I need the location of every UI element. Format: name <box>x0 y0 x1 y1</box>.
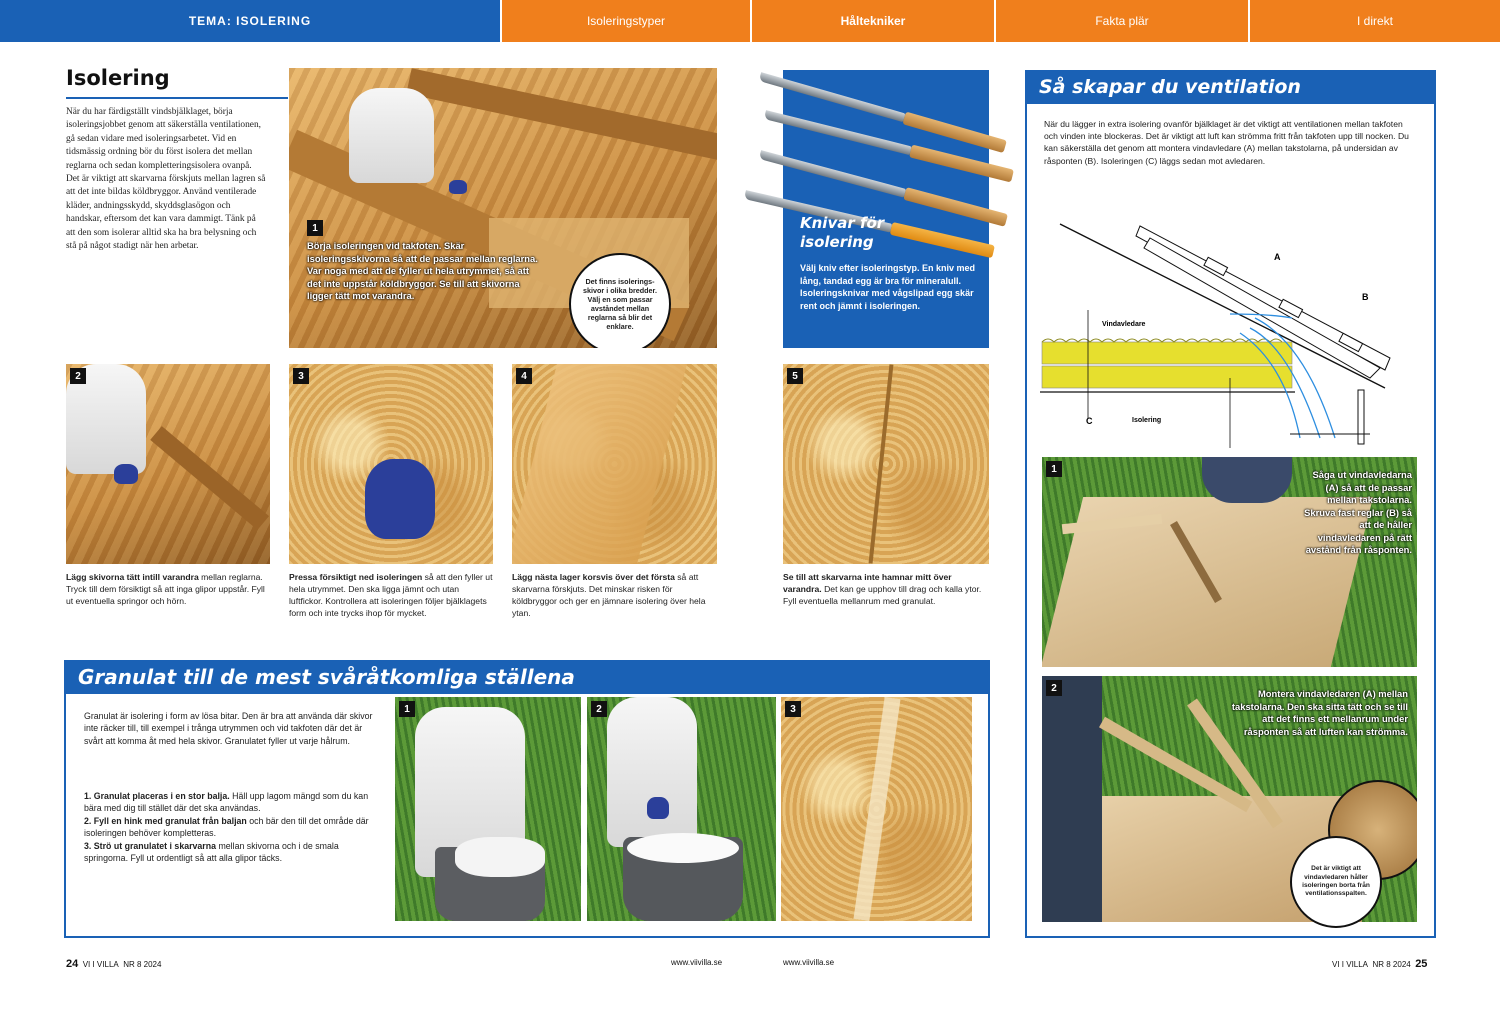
list-item: 1. Granulat placeras i en stor balja. Häll upp lagom mängd som du kan bära med dig till stället där det ska användas. <box>84 791 369 814</box>
knife-icon <box>744 188 747 201</box>
insulation-layer <box>1042 339 1292 388</box>
step-4-caption: Lägg nästa lager korsvis över det första så att skarvarna förskjuts. Det minskar risken för köldbryggor och ger en jämnare isolering över hela ytan. <box>512 572 706 618</box>
step-2-caption: Lägg skivorna tätt intill varandra mellan reglarna. Tryck till dem försiktigt så att inga glipor uppstår. Fyll ut eventuella springor och hörn. <box>66 572 265 606</box>
footer-left: 24 VI I VILLA NR 8 2024 <box>66 958 162 970</box>
list-item: 2. Fyll en hink med granulat från baljan och bär den till det område där isoleringen behöver kompletteras. <box>84 815 369 839</box>
step-number: 1 <box>307 220 323 236</box>
knives-text: Välj kniv efter isoleringstyp. En kniv med lång, tandad egg är bra för mineralull. Isoleringsknivar med vågslipad egg skär rent och jämnt i isoleringen. <box>800 263 976 311</box>
tab-haltekniker[interactable]: Håltekniker <box>750 0 994 42</box>
photo-ventilation-1 <box>1042 457 1417 667</box>
granulat-banner: Granulat till de mest svåråtkomliga ställena <box>64 660 990 694</box>
photo1-caption: Börja isoleringen vid takfoten. Skär isoleringsskivorna så att de passar mellan reglarna. Var noga med att de fyller ut hela utrymmet, så att det inte uppstår köldbryggor. Se till att skivorna ligger tätt mot varandra. <box>307 240 538 301</box>
footer-url-right: www.viivilla.se <box>783 958 835 967</box>
granulat-list <box>84 790 374 864</box>
intro-text: När du har färdigställt vindsbjälklaget, börja isoleringsjobbet genom att säkerställa ventilationen, gå sedan vidare med isoleringsarbetet. Vid en tidsmässig ordning bör du först isolera det mellan reglarna och sedan kompletteringsisolera ovanpå. Det är viktigt att skarvarna förskjuts mellan lagren så att det inte bildas köldbryggor. Använd ventilerade kläder, andningsskydd, skyddsglasögon och handskar, eftersom det kan vara dammigt. Tänk på att den som isolerar alltid ska ha bra belysning och stå på något stadigt när hen arbetar. <box>66 107 266 252</box>
tab-direkt[interactable]: I direkt <box>1248 0 1500 42</box>
tab-isoleringstyper[interactable]: Isoleringstyper <box>502 0 750 42</box>
step-number: 3 <box>293 368 309 384</box>
knife-icon <box>758 70 762 82</box>
top-navigation <box>0 0 1500 42</box>
knife-icon <box>758 148 761 161</box>
ventilation-banner: Så skapar du ventilation <box>1025 70 1436 104</box>
step-3-caption: Pressa försiktigt ned isoleringen så att den fyller ut hela utrymmet. Den ska ligga jämnt och utan luftfickor. Kontrollera att isoleringen följer bjälklagets form och inte trycks ihop för mycket. <box>289 572 493 618</box>
photo-step-2 <box>66 364 270 564</box>
ventilation-intro: När du lägger in extra isolering ovanför bjälklaget är det viktigt att ventilationen mellan takfoten och vinden inte blockeras. Det är viktigt att luft kan strömma fritt från takfoten upp till nocken. Du kan säkerställa det genom att montera vindavledare (A) mellan takstolarna, på undersidan av råsponten (B). Isoleringen (C) läggs sedan mot avledaren. <box>1044 119 1409 166</box>
diagram-label-vindavledare: Vindavledare <box>1102 321 1146 328</box>
photo-granulat-1 <box>395 697 581 921</box>
step-number: 1 <box>1046 461 1062 477</box>
tab-fakta[interactable]: Fakta plär <box>994 0 1248 42</box>
step-number: 5 <box>787 368 803 384</box>
knife-icon <box>763 108 766 121</box>
diagram-label-b: B <box>1362 292 1369 302</box>
step-number: 3 <box>785 701 801 717</box>
photo-ventilation-2-caption: Montera vindavledaren (A) mellan takstolarna. Den ska sitta tätt och se till att det finns ett mellanrum under råsponten så att luften kan strömma. <box>1231 688 1408 737</box>
tip-bubble: Det finns isoleringsskivor i olika bredder. Välj en som passar avståndet mellan reglarna så blir det enklare. <box>569 253 671 348</box>
step-5-caption: Se till att skarvarna inte hamnar mitt över varandra. Det kan ge upphov till drag och kalla ytor. Fyll eventuella mellanrum med granulat. <box>783 572 982 606</box>
list-item: 3. Strö ut granulatet i skarvarna mellan skivorna och i de smala springorna. Fyll ut ordentligt så att alla glipor täcks. <box>84 840 339 864</box>
step-number: 2 <box>591 701 607 717</box>
photo-step-3 <box>289 364 493 564</box>
ventilation-diagram <box>1040 218 1420 450</box>
granulat-intro: Granulat är isolering i form av lösa bitar. Den är bra att använda där skivor inte räcker till, till exempel i trånga utrymmen och vid takfoten där det är svårt att komma åt med hela skivor. Granulatet fyller ut varje hålrum. <box>84 711 373 746</box>
photo-granulat-3 <box>781 697 972 921</box>
photo-step-5 <box>783 364 989 564</box>
page-title: Isolering <box>66 66 170 90</box>
photo-ventilation-1-caption: Såga ut vindavledarna (A) så att de passar mellan takstolarna. Skruva fast reglar (B) så att de håller vindavledaren på rätt avstånd från råsponten. <box>1304 469 1412 555</box>
photo-step-4 <box>512 364 717 564</box>
tip-bubble-right: Det är viktigt att vindavledaren håller isoleringen borta från ventilationsspalten. <box>1290 836 1382 928</box>
diagram-label-isolering: Isolering <box>1132 417 1162 424</box>
title-rule <box>66 97 288 99</box>
step-number: 1 <box>399 701 415 717</box>
photo-granulat-2 <box>587 697 776 921</box>
step-number: 2 <box>1046 680 1062 696</box>
tab-theme[interactable]: TEMA: ISOLERING <box>0 0 500 42</box>
step-number: 2 <box>70 368 86 384</box>
step-number: 4 <box>516 368 532 384</box>
knives-title: Knivar för isolering <box>800 214 885 251</box>
diagram-label-a: A <box>1274 252 1281 262</box>
footer-url-left: www.viivilla.se <box>671 958 723 967</box>
photo-attic-worker <box>289 68 717 348</box>
footer-right: VI I VILLA NR 8 2024 25 <box>1332 958 1428 970</box>
diagram-label-c: C <box>1086 416 1093 426</box>
